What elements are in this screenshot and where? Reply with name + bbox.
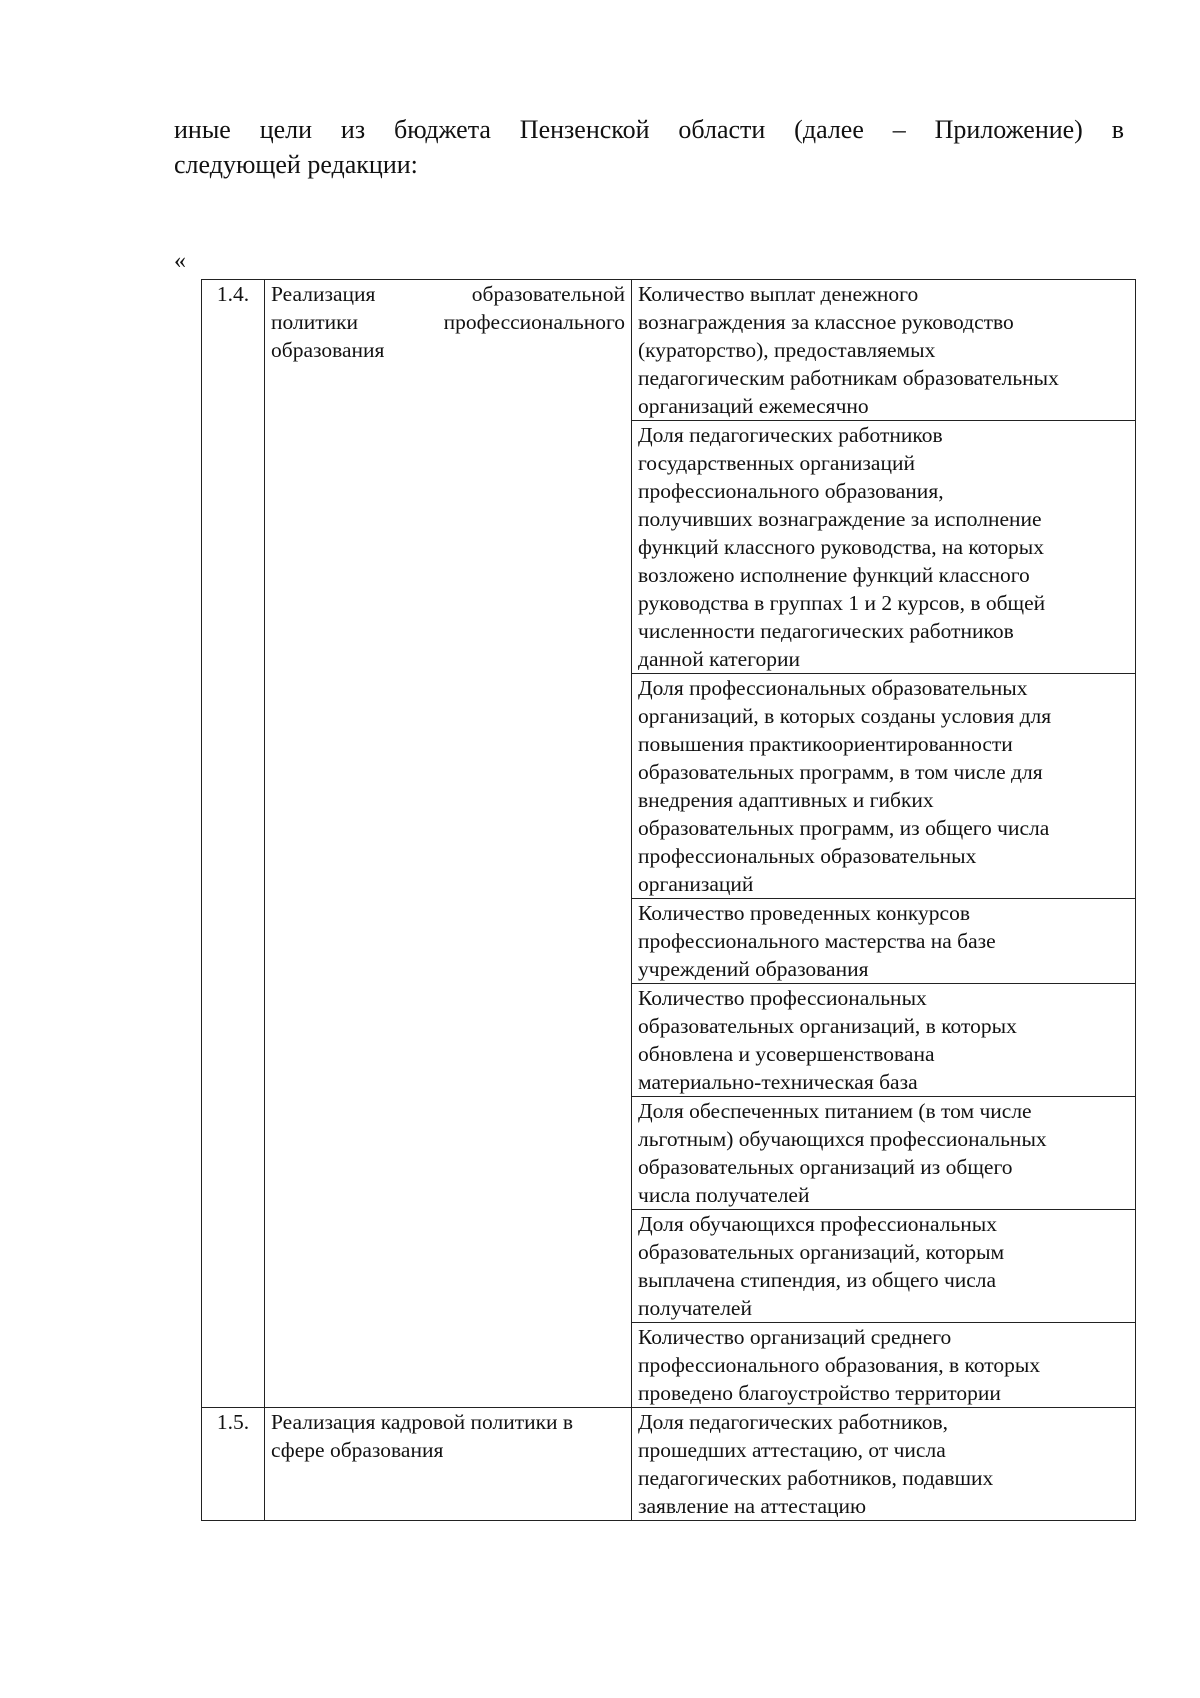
intro-line: следующей редакции: bbox=[174, 150, 418, 179]
indicator-line: повышения практикоориентированности bbox=[638, 732, 1013, 756]
indicator-line: профессионального образования, в которых bbox=[638, 1353, 1041, 1377]
indicator-line: Количество профессиональных bbox=[638, 986, 927, 1010]
indicator-line: Доля педагогических работников, bbox=[638, 1410, 948, 1434]
indicator-line: образовательных организаций из общего bbox=[638, 1155, 1013, 1179]
indicator-line: профессионального образования, bbox=[638, 479, 944, 503]
indicator-line: Доля обеспеченных питанием (в том числе bbox=[638, 1099, 1032, 1123]
indicator-line: получателей bbox=[638, 1296, 752, 1320]
indicator-line: внедрения адаптивных и гибких bbox=[638, 788, 934, 812]
indicator-line: вознаграждения за классное руководство bbox=[638, 310, 1014, 334]
indicator-line: Количество проведенных конкурсов bbox=[638, 901, 970, 925]
indicator-line: Доля педагогических работников bbox=[638, 423, 943, 447]
row-number: 1.4. bbox=[202, 280, 265, 1408]
indicator-line: числа получателей bbox=[638, 1183, 810, 1207]
indicator-line: педагогическим работникам образовательных bbox=[638, 366, 1059, 390]
indicator-line: организаций ежемесячно bbox=[638, 394, 869, 418]
indicator-line: получивших вознаграждение за исполнение bbox=[638, 507, 1042, 531]
indicators-table-body bbox=[202, 280, 1136, 1521]
indicator-line: (кураторство), предоставляемых bbox=[638, 338, 936, 362]
indicator-cell bbox=[632, 421, 1136, 674]
indicators-table bbox=[201, 279, 1136, 1521]
intro-line: иные цели из бюджета Пензенской области (далее – Приложение) в bbox=[174, 115, 1124, 144]
indicator-line: образовательных организаций, которым bbox=[638, 1240, 1005, 1264]
indicator-cell bbox=[632, 1210, 1136, 1323]
indicator-line: обновлена и усовершенствована bbox=[638, 1042, 935, 1066]
indicator-line: прошедших аттестацию, от числа bbox=[638, 1438, 946, 1462]
indicator-cell bbox=[632, 984, 1136, 1097]
indicator-cell bbox=[632, 280, 1136, 421]
indicator-line: Доля профессиональных образовательных bbox=[638, 676, 1028, 700]
activity-name-line: сфере образования bbox=[271, 1438, 444, 1462]
indicator-line: материально-техническая база bbox=[638, 1070, 918, 1094]
indicator-line: образовательных организаций, в которых bbox=[638, 1014, 1017, 1038]
activity-name-cell bbox=[265, 1408, 632, 1521]
indicator-line: Количество организаций среднего bbox=[638, 1325, 952, 1349]
indicator-line: организаций, в которых созданы условия для bbox=[638, 704, 1052, 728]
indicator-cell bbox=[632, 1408, 1136, 1521]
indicator-line: данной категории bbox=[638, 647, 800, 671]
indicator-line: образовательных программ, из общего числа bbox=[638, 816, 1050, 840]
indicator-line: проведено благоустройство территории bbox=[638, 1381, 1001, 1405]
indicator-line: организаций bbox=[638, 872, 754, 896]
indicator-line: заявление на аттестацию bbox=[638, 1494, 867, 1518]
intro-paragraph bbox=[174, 112, 1124, 182]
indicator-line: педагогических работников, подавших bbox=[638, 1466, 994, 1490]
opening-quote-mark: « bbox=[174, 248, 186, 274]
indicator-line: образовательных программ, в том числе для bbox=[638, 760, 1043, 784]
indicator-line: руководства в группах 1 и 2 курсов, в общей bbox=[638, 591, 1046, 615]
indicator-line: государственных организаций bbox=[638, 451, 915, 475]
table-row bbox=[202, 280, 1136, 421]
row-number: 1.5. bbox=[202, 1408, 265, 1521]
indicator-line: профессиональных образовательных bbox=[638, 844, 977, 868]
table-row bbox=[202, 1408, 1136, 1521]
indicator-line: Количество выплат денежного bbox=[638, 282, 919, 306]
indicator-line: Доля обучающихся профессиональных bbox=[638, 1212, 997, 1236]
indicator-line: выплачена стипендия, из общего числа bbox=[638, 1268, 997, 1292]
activity-name-line: политики профессионального bbox=[271, 310, 625, 334]
indicator-line: учреждений образования bbox=[638, 957, 869, 981]
indicator-line: льготным) обучающихся профессиональных bbox=[638, 1127, 1047, 1151]
activity-name-cell bbox=[265, 280, 632, 1408]
activity-name-line: Реализация кадровой политики в bbox=[271, 1410, 574, 1434]
indicator-cell bbox=[632, 899, 1136, 984]
indicator-cell bbox=[632, 674, 1136, 899]
indicator-cell bbox=[632, 1097, 1136, 1210]
indicator-line: возложено исполнение функций классного bbox=[638, 563, 1030, 587]
indicator-line: численности педагогических работников bbox=[638, 619, 1014, 643]
activity-name-line: образования bbox=[271, 338, 385, 362]
indicator-line: профессионального мастерства на базе bbox=[638, 929, 996, 953]
activity-name-line: Реализация образовательной bbox=[271, 282, 625, 306]
indicator-line: функций классного руководства, на которых bbox=[638, 535, 1045, 559]
indicator-cell bbox=[632, 1323, 1136, 1408]
